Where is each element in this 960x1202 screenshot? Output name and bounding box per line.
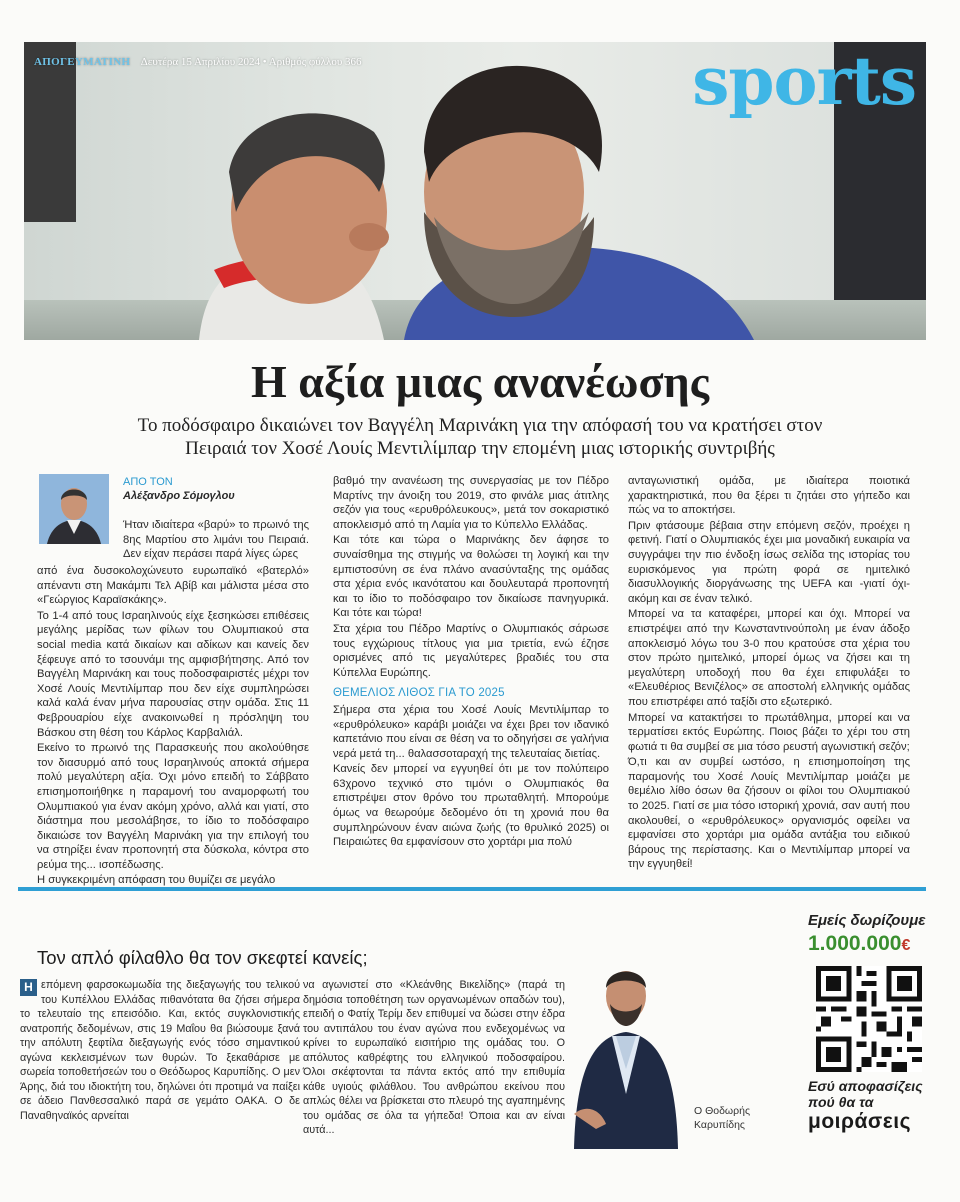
author-label: ΑΠΟ ΤΟΝ — [123, 476, 173, 488]
masthead — [34, 56, 362, 68]
second-article-title: Τον απλό φίλαθλο θα τον σκεφτεί κανείς; — [37, 947, 368, 968]
paragraph: Πριν φτάσουμε βέβαια στην επόμενη σεζόν, προέχει η φετινή. Γιατί ο Ολυμπιακός έχει μια μοναδική ευκαιρία να συγγράψει την πιο ένδοξη ίσως σελίδα της ιστορίας του ευρισκόμενος για πρώτη φορά σε ημιτελικό διασυλλογικής διοργάνωσης της UEFA και -γιατί όχι- ακόμη και σε έναν τελικό. — [628, 519, 910, 605]
masthead-brand: ΑΠΟΓΕΥΜΑΤΙΝΗ — [34, 56, 131, 68]
author-name: Αλέξανδρο Σόμογλου — [123, 490, 235, 502]
paragraph: Κανείς δεν μπορεί να εγγυηθεί ότι με τον πολύπειρο 63χρονο τεχνικό στο τιμόνι ο Ολυμπιακός θα επιστρέψει στον θρόνο του πρωταθλητή. Μπορούμε όμως να θεωρούμε δεδομένο ότι τη χρονιά που θα συμπληρώνουν έναν αιώνα ζωής (το θρυλικό 2025) οι Πειραιώτες θα εμφανίσουν στο χορτάρι μια πολύ — [333, 763, 609, 849]
article-column-2 — [333, 474, 609, 851]
section-subheading: ΘΕΜΕΛΙΟΣ ΛΙΘΟΣ ΓΙΑ ΤΟ 2025 — [333, 687, 505, 700]
ad-subline-1: Εσύ αποφασίζεις — [808, 1078, 923, 1094]
article-column-3 — [628, 474, 910, 873]
paragraph: Στα χέρια του Πέδρο Μαρτίνς ο Ολυμπιακός σάρωσε τους εγχώριους τίτλους για μια τριετία, ενώ έζησε ορισμένες από τις μεγαλύτερες βραδιές του στα Κύπελλα Ευρώπης. — [333, 622, 609, 679]
ad-amount — [808, 932, 910, 956]
article-subheadline: Το ποδόσφαιρο δικαιώνει τον Βαγγέλη Μαρινάκη για την απόφασή του να κρατήσει στον Πειραιά τον Χοσέ Λουίς Μεντιλίμπαρ την επομένη μιας ιστορικής συντριβής — [137, 415, 823, 459]
article-intro: Ήταν ιδιαίτερα «βαρύ» το πρωινό της 8ης Μαρτίου στο λιμάνι του Πειραιά. Δεν είχαν περάσει παρά λίγες ώρες — [123, 519, 309, 561]
section-divider — [18, 887, 926, 891]
ad-subline — [808, 1078, 923, 1110]
ad-headline: Εμείς δωρίζουμε — [808, 912, 926, 929]
ad-currency: € — [901, 937, 911, 954]
paragraph: Μπορεί να κατακτήσει το πρωτάθλημα, μπορεί και να τερματίσει εκτός Ευρώπης. Ποιος βάζει το χέρι του στη φωτιά τι θα συμβεί σε μια τόσο ρευστή αγωνιστική σεζόν; — [628, 711, 910, 753]
article-column-1 — [37, 474, 309, 889]
caption-line-1: Ο Θοδωρής — [694, 1105, 751, 1117]
author-photo — [39, 474, 109, 544]
author-box — [37, 474, 309, 560]
ad-subline-2: πού θα τα — [808, 1094, 874, 1110]
ad-cta: μοιράσεις — [808, 1110, 911, 1133]
paragraph: Ό,τι και αν συμβεί ωστόσο, η επισημοποίηση της παραμονής του Χοσέ Λουίς Μεντιλίμπαρ μοιάζει με θεμέλιο λίθο όσων θα ζήσουν οι φίλοι του Ολυμπιακού το 2025. Γιατί σε μια τόσο ιστορική χρονιά, σαν αυτή που ακολουθεί, ο «ερυθρόλευκος» οργανισμός οφείλει να εμφανίσει στο χορτάρι μια ομάδα αντάξια του ειδικού βάρους της περίστασης. Και ο Μεντιλίμπαρ μπορεί να την εγγυηθεί! — [628, 756, 910, 871]
person-photo — [566, 944, 686, 1149]
second-article-text-2: να αγωνιστεί στο «Κλεάνθης Βικελίδης» (παρά τη δημόσια τοποθέτηση των οργανωμένων οπαδών του), επειδή ο Φατίχ Τερίμ δεν επιθυμεί να δώσει στην έδρα του αντιπάλου του έναν αγώνα που ενδεχομένως να κρίνει το ευρωπαϊκό εισιτήριο της ομάδας του. Ο απόλυτος καθρέφτης του ελληνικού ποδοσφαίρου. Όλοι σκέφτονται τα πάντα εκτός από την επιθυμία κάθε υγιούς φιλάθλου. Του ανθρώπου εκείνου που απλώς θέλει να βρίσκεται στο πλευρό της αγαπημένης του ομάδας σε όλα τα γήπεδα! Όποια και αν είναι αυτά... — [303, 979, 565, 1136]
paragraph: βαθμό την ανανέωση της συνεργασίας με τον Πέδρο Μαρτίνς την άνοιξη του 2019, στο φινάλε μιας άτιτλης σεζόν για τους «ερυθρόλευκους», μετά τον σοκαριστικό αποκλεισμό από τη Λαμία για το Κύπελλο Ελλάδας. — [333, 475, 609, 531]
qr-code-icon[interactable] — [816, 966, 922, 1072]
paragraph: Μπορεί να τα καταφέρει, μπορεί και όχι. Μπορεί να επιστρέψει από την Κωνσταντινούπολη με έναν άδοξο αποκλεισμό λόγω του 3-0 που κρατούσε στα χέρια του στον πρώτο ημιτελικό, μπορεί όμως να ζήσει και τη μεγαλύτερη υποδοχή που θα έχει επιφυλάξει το «Ελευθέριος Βενιζέλος» σε αποστολή ελληνικής ομάδας που επιστρέφει από ταξίδι στο εξωτερικό. — [628, 608, 910, 708]
advertisement[interactable] — [790, 906, 946, 1146]
paragraph: Η συγκεκριμένη απόφαση του θυμίζει σε μεγάλο — [37, 874, 276, 887]
caption-line-2: Καρυπίδης — [694, 1119, 745, 1131]
dropcap: Η — [20, 979, 37, 996]
paragraph: ανταγωνιστική ομάδα, με ιδιαίτερα ποιοτικά χαρακτηριστικά, που θα ξέρει τι ζητάει στο γήπεδο και πώς να το αποκτήσει. — [628, 475, 910, 517]
masthead-date: Δευτέρα 15 Απριλίου 2024 • Αριθμός φύλλου 366 — [140, 56, 362, 68]
paragraph: Εκείνο το πρωινό της Παρασκευής που ακολούθησε τον διασυρμό από τους Ισραηλινούς αποκτά σήμερα πολύ μεγαλύτερη αξία. Όχι μόνο επειδή το Σάββατο επισημοποιήθηκε η παραμονή του αναμορφωτή του Ολυμπιακού για έναν ακόμη χρόνο, αλλά και γιατί, στο διάστημα που μεσολάβησε, το ίδιο το ποδόσφαιρο δικαιώσε τον Βαγγέλη Μαρινάκη για την επιλογή του να στηρίξει έναν προπονητή στα δύσκολα, κόντρα στο ρεύμα της... ισοπέδωσης. — [37, 742, 309, 871]
photo-caption — [694, 1104, 750, 1132]
second-article-column-1 — [20, 978, 300, 1123]
second-article-column-2 — [303, 978, 565, 1138]
second-article-text-1: επόμενη φαρσοκωμωδία της διεξαγωγής του τελικού του Κυπέλλου Ελλάδας πιθανότατα θα ζήσει σήμερα το τελευταίο της επεισόδιο. Και, εκτός συγκλονιστικής ανατροπής δεδομένων, στις 19 Μαΐου θα βιώσουμε ξανά την απόλυτη ξεφτίλα διεξαγωγής ενός τόσο σημαντικού αγώνα κεκλεισμένων των θυρών. Το ξεκαθάρισε με σωρεία τοποθετήσεών του ο Θεόδωρος Καρυπίδης. Ο μεν Άρης, διά του ιδιοκτήτη του, δηλώνει ότι προτιμά να παίξει σε άδειο Πανθεσσαλικό παρά σε γεμάτο ΟΑΚΑ. Ο δε Παναθηναϊκός αρνείται — [20, 979, 300, 1122]
ad-amount-value: 1.000.000 — [808, 932, 902, 955]
paragraph: Και τότε και τώρα ο Μαρινάκης δεν άφησε το συναίσθημα της στιγμής να θολώσει τη λογική και την εμπιστοσύνη σε ένα πλάνο ανασύνταξης της ομάδας στα χέρια ενός ικανότατου και δουλευταρά προπονητή και το ίδιο το ποδόσφαιρο τον δικαίωσε πανηγυρικά. Και τότε και τώρα! — [333, 534, 609, 620]
article-headline: Η αξία μιας ανανέωσης — [250, 356, 710, 407]
paragraph: από ένα δυσοκολοχώνευτο ευρωπαϊκό «βατερλό» απέναντι στη Μακάμπι Τελ Αβίβ και μάλιστα μέσα στο «Γεώργιος Καραϊσκάκης». — [37, 565, 309, 607]
section-title: sports — [692, 42, 916, 120]
paragraph: Σήμερα στα χέρια του Χοσέ Λουίς Μεντιλίμπαρ το «ερυθρόλευκο» καράβι μοιάζει να έχει βρει τον ιδανικό καπετάνιο που είναι σε θέση να το οδηγήσει σε γαλήνια νερά μετά τη... θαλασσοταραχή της τελευταίας διετίας. — [333, 703, 609, 760]
paragraph: Το 1-4 από τους Ισραηλινούς είχε ξεσηκώσει επιθέσεις μεγάλης μερίδας των φίλων του Ολυμπιακού στα social media κατά δικαίων και αδίκων και κανείς δεν ξέφευγε από το τσουνάμι της αμφισβήτησης. Από τον Βαγγέλη Μαρινάκη και τους ποδοσφαιριστές μέχρι τον Χοσέ Λουίς Μεντιλίμπαρ που δεν είχε συμπληρώσει καλά καλά έναν μήνα παρουσίας στην ομάδα. Στις 11 Φεβρουαρίου είχε ανακοινωθεί η πρόσληψη του Βάσκου στη θέση του Κάρλος Καρβαλιάλ. — [37, 609, 309, 739]
